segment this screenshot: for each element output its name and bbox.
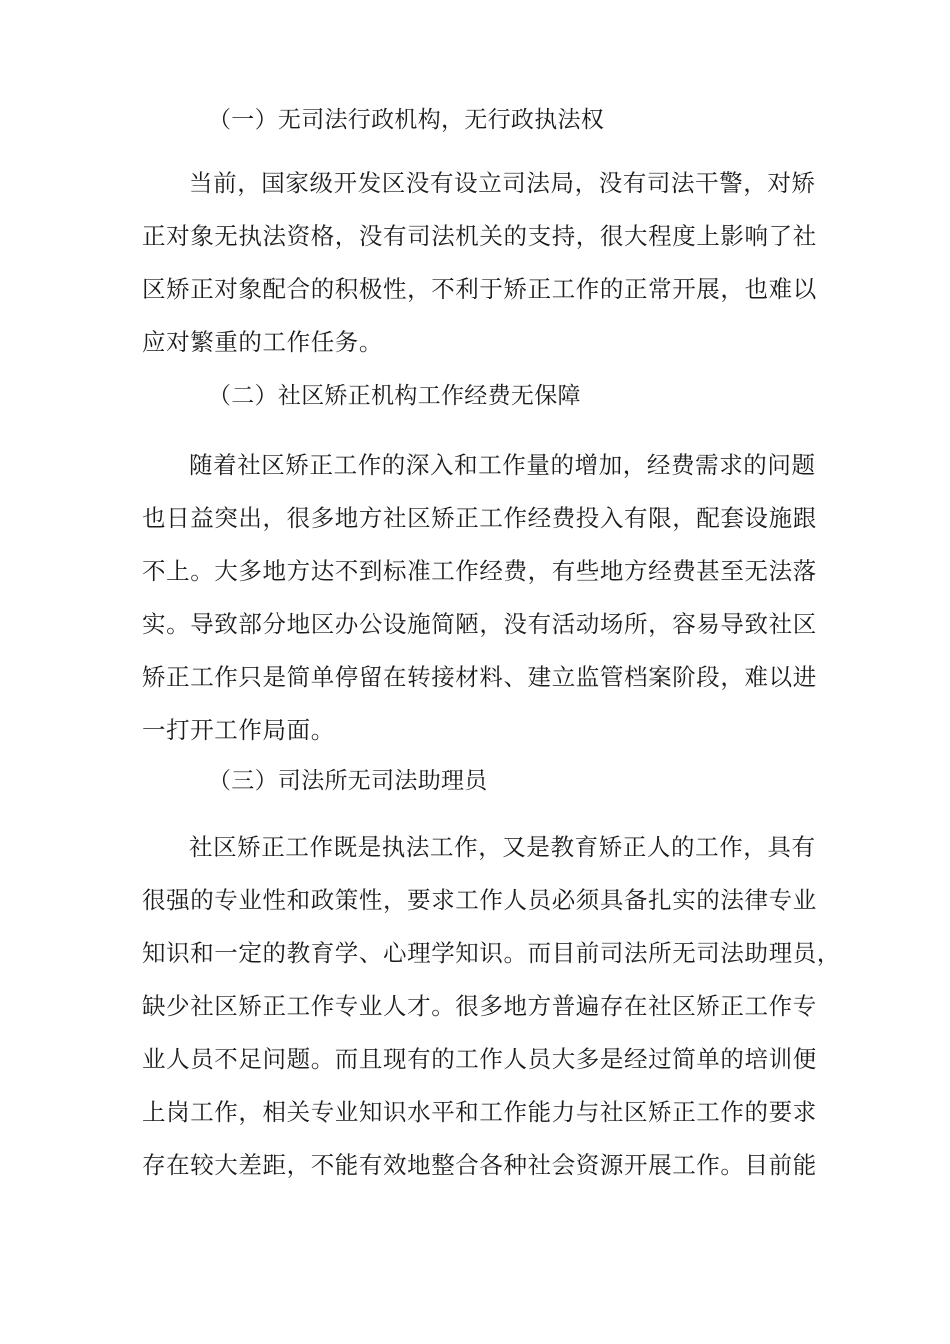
- paragraph-line: 一打开工作局面。: [142, 716, 335, 744]
- paragraph-line: 存在较大差距，不能有效地整合各种社会资源开展工作。目前能: [142, 1151, 817, 1179]
- paragraph-line: 很强的专业性和政策性，要求工作人员必须具备扎实的法律专业: [142, 886, 817, 914]
- section-heading-1: （一）无司法行政机构，无行政执法权: [208, 107, 605, 133]
- section-paragraph-1: [142, 157, 822, 369]
- paragraph-line: 缺少社区矫正工作专业人才。很多地方普遍存在社区矫正工作专: [142, 992, 817, 1020]
- paragraph-line: 上岗工作，相关专业知识水平和工作能力与社区矫正工作的要求: [142, 1098, 817, 1126]
- paragraph-line: 应对繁重的工作任务。: [142, 328, 383, 356]
- paragraph-line: 不上。大多地方达不到标准工作经费，有些地方经费甚至无法落: [142, 557, 817, 585]
- section-paragraph-2: [142, 439, 822, 757]
- paragraph-line: 实。导致部分地区办公设施简陋，没有活动场所，容易导致社区: [142, 610, 817, 638]
- paragraph-line: 知识和一定的教育学、心理学知识。而目前司法所无司法助理员，: [142, 939, 841, 967]
- paragraph-line: 当前，国家级开发区没有设立司法局，没有司法干警，对矫: [189, 169, 816, 197]
- section-paragraph-3: [142, 821, 841, 1192]
- paragraph-line: 社区矫正工作既是执法工作，又是教育矫正人的工作，具有: [189, 833, 816, 861]
- paragraph-line: 也日益突出，很多地方社区矫正工作经费投入有限，配套设施跟: [142, 504, 817, 532]
- paragraph-line: 正对象无执法资格，没有司法机关的支持，很大程度上影响了社: [142, 222, 817, 250]
- paragraph-line: 矫正工作只是简单停留在转接材料、建立监管档案阶段，难以进: [142, 663, 817, 691]
- paragraph-line: 随着社区矫正工作的深入和工作量的增加，经费需求的问题: [189, 451, 816, 479]
- section-heading-2: （二）社区矫正机构工作经费无保障: [208, 383, 581, 409]
- section-heading-3: （三）司法所无司法助理员: [208, 768, 488, 794]
- paragraph-line: 业人员不足问题。而且现有的工作人员大多是经过简单的培训便: [142, 1045, 817, 1073]
- paragraph-line: 区矫正对象配合的积极性，不利于矫正工作的正常开展，也难以: [142, 275, 817, 303]
